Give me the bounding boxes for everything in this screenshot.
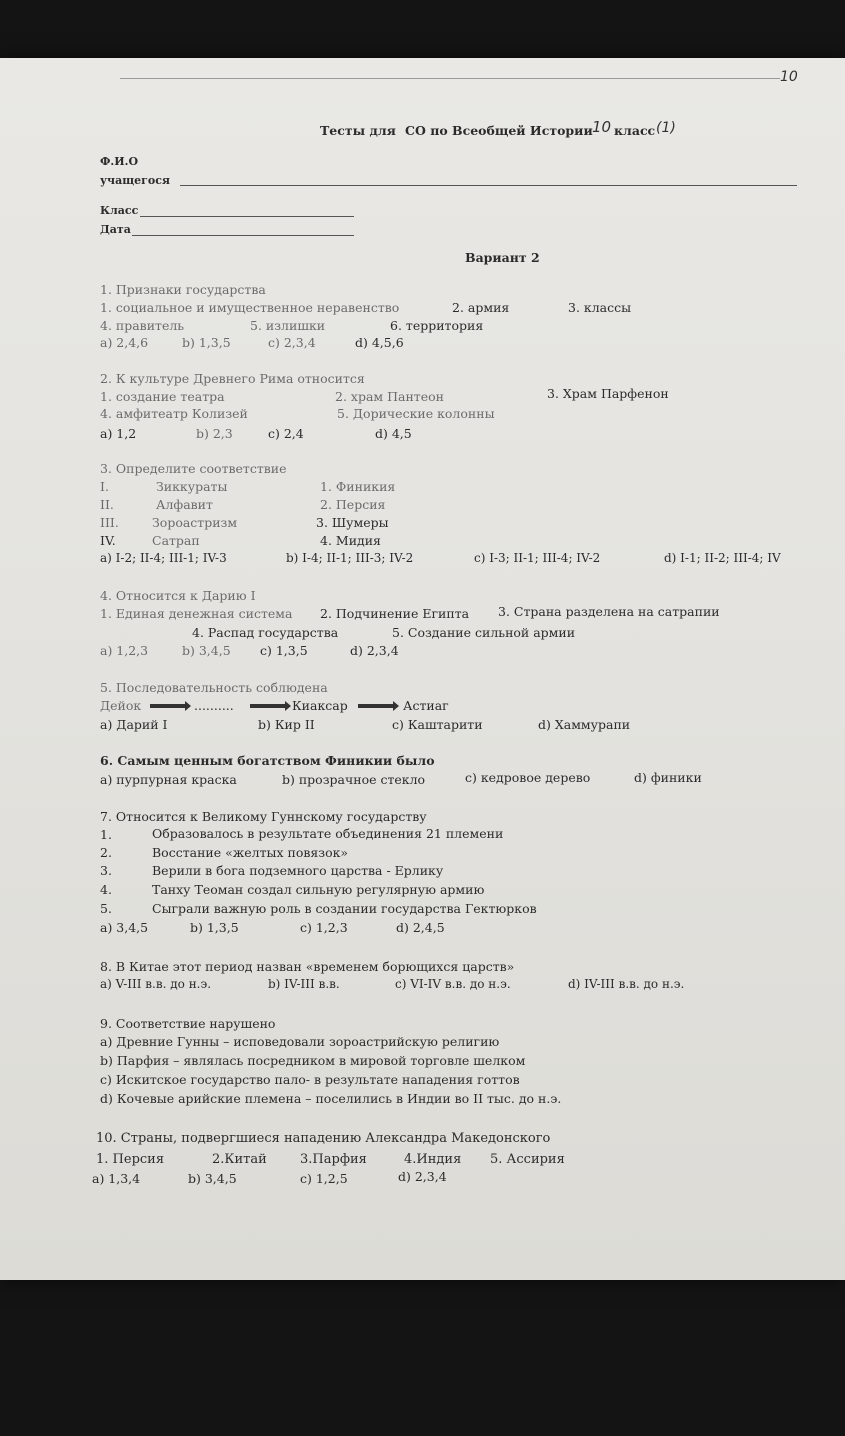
- q7-option: Танху Теоман создал сильную регулярную армию: [152, 882, 485, 897]
- q5-answer-c: c) Каштарити: [392, 717, 483, 732]
- q9-option-d: d) Кочевые арийские племена – поселились в Индии во II тыс. до н.э.: [100, 1091, 562, 1106]
- q3-answer-a: a) I-2; II-4; III-1; IV-3: [100, 551, 227, 565]
- arrow-icon: [250, 704, 286, 708]
- title-part1: Тесты для: [320, 123, 396, 138]
- q3-right-item: 2. Персия: [320, 497, 386, 512]
- q10-option: 1. Персия: [96, 1152, 165, 1167]
- q7-option: Образовалось в результате объединения 21 племени: [152, 826, 504, 841]
- arrow-icon: [358, 704, 394, 708]
- q1-option: 1. социальное и имущественное неравенство: [100, 300, 400, 315]
- q6-answer-a: a) пурпурная краска: [100, 772, 237, 787]
- q8-title: 8. В Китае этот период назван «временем борющихся царств»: [100, 959, 515, 974]
- q2-option: 5. Дорические колонны: [337, 406, 495, 421]
- class-line: [140, 216, 354, 217]
- q10-option: 3.Парфия: [300, 1152, 367, 1167]
- q3-answer-d: d) I-1; II-2; III-4; IV: [664, 551, 781, 565]
- q3-right-item: 3. Шумеры: [316, 515, 389, 530]
- q4-option: 5. Создание сильной армии: [392, 625, 576, 640]
- q10-option: 4.Индия: [404, 1152, 462, 1167]
- q2-option: 2. храм Пантеон: [335, 389, 444, 404]
- grade-handwritten: 10: [592, 118, 612, 136]
- q4-answer-c: c) 1,3,5: [260, 643, 308, 658]
- q7-number: 3.: [100, 863, 112, 878]
- q3-roman: I.: [100, 479, 109, 494]
- q3-roman: III.: [100, 515, 119, 530]
- q2-answer-b: b) 2,3: [196, 426, 233, 441]
- variant-title: Вариант 2: [465, 250, 540, 265]
- date-label: Дата: [100, 223, 131, 236]
- q9-title: 9. Соответствие нарушено: [100, 1016, 276, 1031]
- q7-answer-b: b) 1,3,5: [190, 920, 239, 935]
- q10-answer-b: b) 3,4,5: [188, 1171, 237, 1186]
- q1-answer-a: a) 2,4,6: [100, 335, 149, 350]
- q9-option-b: b) Парфия – являлась посредником в мировой торговле шелком: [100, 1053, 526, 1068]
- q8-answer-a: a) V-III в.в. до н.э.: [100, 977, 212, 991]
- q3-right-item: 4. Мидия: [320, 533, 381, 548]
- q3-left-item: Зиккураты: [156, 479, 228, 494]
- q3-roman: II.: [100, 497, 114, 512]
- q7-answer-d: d) 2,4,5: [396, 920, 445, 935]
- q3-title: 3. Определите соответствие: [100, 461, 287, 476]
- q5-step: Дейок: [100, 698, 142, 713]
- q2-answer-c: c) 2,4: [268, 426, 304, 441]
- q1-title: 1. Признаки государства: [100, 282, 266, 297]
- q10-answer-d: d) 2,3,4: [398, 1169, 447, 1184]
- q10-option: 2.Китай: [212, 1152, 267, 1167]
- q10-answer-a: a) 1,3,4: [92, 1171, 141, 1186]
- q8-answer-b: b) IV-III в.в.: [268, 977, 340, 991]
- fio-line: [180, 185, 797, 186]
- class-label: Класс: [100, 204, 139, 217]
- q1-answer-c: c) 2,3,4: [268, 335, 316, 350]
- q1-option: 6. территория: [390, 318, 484, 333]
- q4-answer-d: d) 2,3,4: [350, 643, 399, 658]
- q6-title: 6. Самым ценным богатством Финикии было: [100, 753, 435, 768]
- q5-answer-b: b) Кир II: [258, 717, 315, 732]
- q5-step: Астиаг: [403, 698, 449, 713]
- q2-option: 3. Храм Парфенон: [547, 386, 669, 401]
- fio-label-2: учащегося: [100, 174, 171, 187]
- q2-answer-a: a) 1,2: [100, 426, 137, 441]
- test-sheet: [0, 58, 845, 1280]
- q5-answer-a: a) Дарий I: [100, 717, 168, 732]
- q7-number: 2.: [100, 845, 112, 860]
- date-line: [132, 235, 354, 236]
- q1-option: 2. армия: [452, 300, 510, 315]
- title-part2: СО по Всеобщей Истории: [405, 123, 593, 138]
- q4-option: 2. Подчинение Египта: [320, 606, 470, 621]
- q7-option: Восстание «желтых повязок»: [152, 845, 349, 860]
- q3-answer-b: b) I-4; II-1; III-3; IV-2: [286, 551, 414, 565]
- q7-number: 1.: [100, 827, 112, 842]
- q3-right-item: 1. Финикия: [320, 479, 396, 494]
- q4-option: 1. Единая денежная система: [100, 606, 293, 621]
- q8-answer-c: c) VI-IV в.в. до н.э.: [395, 977, 511, 991]
- q3-left-item: Алфавит: [156, 497, 213, 512]
- fio-label: Ф.И.О: [100, 155, 139, 168]
- arrow-icon: [150, 704, 186, 708]
- q7-answer-a: a) 3,4,5: [100, 920, 149, 935]
- q2-option: 4. амфитеатр Колизей: [100, 406, 248, 421]
- top-rule: [120, 78, 780, 79]
- q5-answer-d: d) Хаммурапи: [538, 717, 631, 732]
- q1-option: 5. излишки: [250, 318, 326, 333]
- q1-option: 3. классы: [568, 300, 632, 315]
- q4-option: 4. Распад государства: [192, 625, 339, 640]
- q3-roman: IV.: [100, 533, 116, 548]
- page-number: 10: [780, 69, 798, 85]
- q1-option: 4. правитель: [100, 318, 185, 333]
- q5-step: Киаксар: [292, 698, 348, 713]
- q3-left-item: Зороастризм: [152, 515, 238, 530]
- q7-title: 7. Относится к Великому Гуннскому государству: [100, 809, 427, 824]
- q7-number: 5.: [100, 901, 112, 916]
- title-part3: класс: [614, 123, 656, 138]
- q1-answer-d: d) 4,5,6: [355, 335, 404, 350]
- q3-answer-c: c) I-3; II-1; III-4; IV-2: [474, 551, 601, 565]
- q4-title: 4. Относится к Дарию I: [100, 588, 256, 603]
- q8-answer-d: d) IV-III в.в. до н.э.: [568, 977, 685, 991]
- q7-option: Сыграли важную роль в создании государства Гектюрков: [152, 901, 537, 916]
- q10-answer-c: c) 1,2,5: [300, 1171, 348, 1186]
- q7-number: 4.: [100, 882, 112, 897]
- q10-option: 5. Ассирия: [490, 1152, 565, 1167]
- q2-option: 1. создание театра: [100, 389, 225, 404]
- q5-blank: ..........: [194, 698, 234, 713]
- q7-option: Верили в бога подземного царства - Ерлику: [152, 863, 444, 878]
- q10-title: 10. Страны, подвергшиеся нападению Александра Македонского: [96, 1131, 551, 1146]
- variant-handwritten: (1): [656, 120, 676, 136]
- q7-answer-c: c) 1,2,3: [300, 920, 348, 935]
- q9-option-c: c) Искитское государство пало- в результате нападения готтов: [100, 1072, 520, 1087]
- q5-title: 5. Последовательность соблюдена: [100, 680, 328, 695]
- q6-answer-c: c) кедровое дерево: [465, 770, 591, 785]
- q6-answer-b: b) прозрачное стекло: [282, 772, 426, 787]
- q3-left-item: Сатрап: [152, 533, 200, 548]
- q9-option-a: a) Древние Гунны – исповедовали зороастрийскую религию: [100, 1034, 500, 1049]
- q6-answer-d: d) финики: [634, 770, 702, 785]
- q4-answer-b: b) 3,4,5: [182, 643, 231, 658]
- q4-option: 3. Страна разделена на сатрапии: [498, 604, 720, 619]
- q4-answer-a: a) 1,2,3: [100, 643, 149, 658]
- q2-title: 2. К культуре Древнего Рима относится: [100, 371, 365, 386]
- q2-answer-d: d) 4,5: [375, 426, 412, 441]
- q1-answer-b: b) 1,3,5: [182, 335, 231, 350]
